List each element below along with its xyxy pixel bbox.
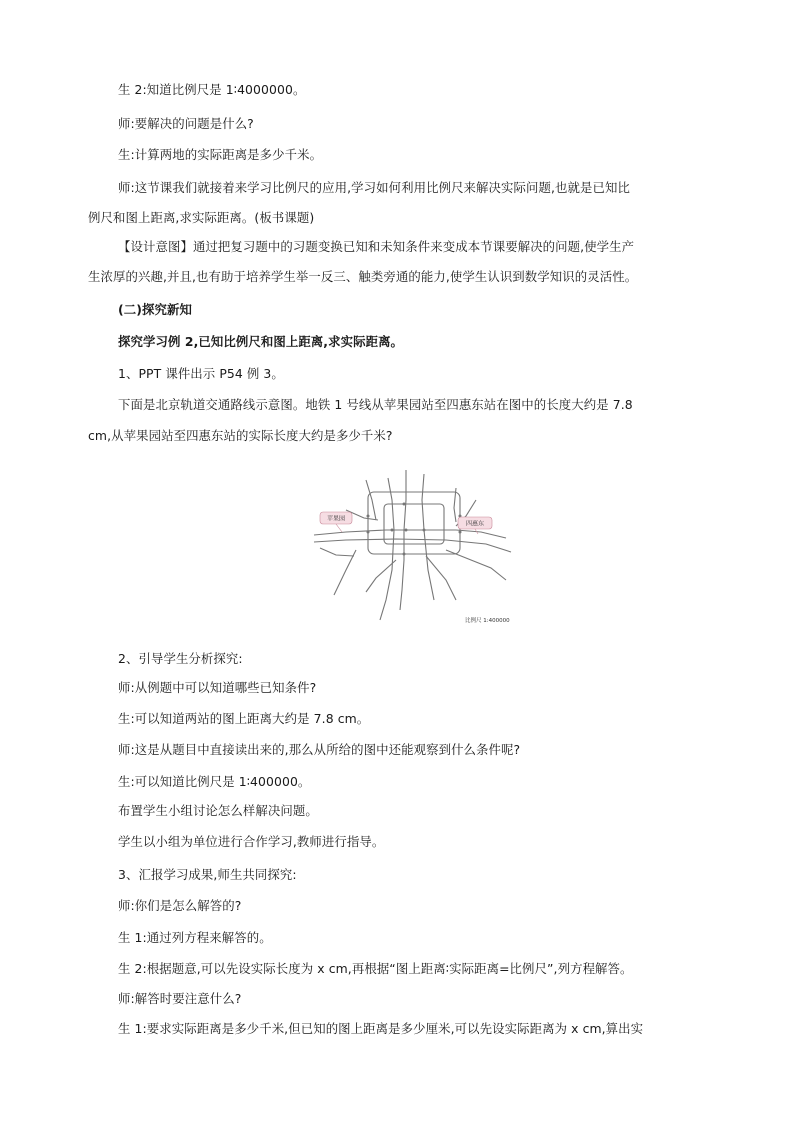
instruction-line: 布置学生小组讨论怎么样解决问题。	[118, 803, 318, 818]
dialogue-line: 师:从例题中可以知道哪些已知条件?	[118, 680, 317, 695]
dialogue-line: 生:可以知道两站的图上距离大约是 7.8 cm。	[118, 711, 370, 726]
dialogue-line: 生:计算两地的实际距离是多少千米。	[118, 147, 323, 162]
subway-map	[306, 460, 526, 628]
subway-lines	[314, 470, 511, 620]
problem-text: 下面是北京轨道交通路线示意图。地铁 1 号线从苹果园站至四惠东站在图中的长度大约是 7.8	[118, 397, 633, 412]
map-scale-label: 比例尺 1:400000	[465, 618, 510, 624]
step-line: 3、汇报学习成果,师生共同探究:	[118, 867, 297, 882]
dialogue-line: 生 2:知道比例尺是 1∶4000000。	[118, 82, 306, 97]
station-label-west	[320, 512, 352, 532]
subway-map-figure	[306, 460, 526, 628]
dialogue-line: 师:要解决的问题是什么?	[118, 116, 254, 131]
dialogue-line: 师:你们是怎么解答的?	[118, 898, 242, 913]
problem-text: cm,从苹果园站至四惠东站的实际长度大约是多少千米?	[88, 428, 393, 443]
dialogue-line: 师:这是从题目中直接读出来的,那么从所给的图中还能观察到什么条件呢?	[118, 742, 521, 757]
section-heading: (二)探究新知	[118, 302, 192, 317]
step-line: 1、PPT 课件出示 P54 例 3。	[118, 366, 284, 381]
dialogue-line: 生 2:根据题意,可以先设实际长度为 x cm,再根据“图上距离∶实际距离=比例尺”,列方程解答。	[118, 961, 633, 976]
station-name-sihuidong: 四惠东	[465, 520, 485, 528]
dialogue-line: 生 1:要求实际距离是多少千米,但已知的图上距离是多少厘米,可以先设实际距离为 x cm,算出实	[118, 1021, 644, 1036]
subsection-heading: 探究学习例 2,已知比例尺和图上距离,求实际距离。	[118, 334, 404, 349]
dialogue-line: 生 1:通过列方程来解答的。	[118, 930, 272, 945]
instruction-line: 学生以小组为单位进行合作学习,教师进行指导。	[118, 834, 385, 849]
design-intent-paragraph: 生浓厚的兴趣,并且,也有助于培养学生举一反三、触类旁通的能力,使学生认识到数学知识的灵活性。	[88, 269, 638, 284]
dialogue-line: 师:解答时要注意什么?	[118, 991, 242, 1006]
station-dots	[367, 503, 462, 556]
dialogue-line: 生:可以知道比例尺是 1∶400000。	[118, 774, 311, 789]
step-line: 2、引导学生分析探究:	[118, 651, 243, 666]
station-name-pingguoyuan: 苹果园	[326, 515, 346, 523]
design-intent-paragraph: 【设计意图】通过把复习题中的习题变换已知和未知条件来变成本节课要解决的问题,使学生产	[118, 239, 635, 254]
dialogue-line: 师:这节课我们就接着来学习比例尺的应用,学习如何利用比例尺来解决实际问题,也就是已知比	[118, 180, 630, 195]
dialogue-line: 例尺和图上距离,求实际距离。(板书课题)	[88, 210, 315, 225]
